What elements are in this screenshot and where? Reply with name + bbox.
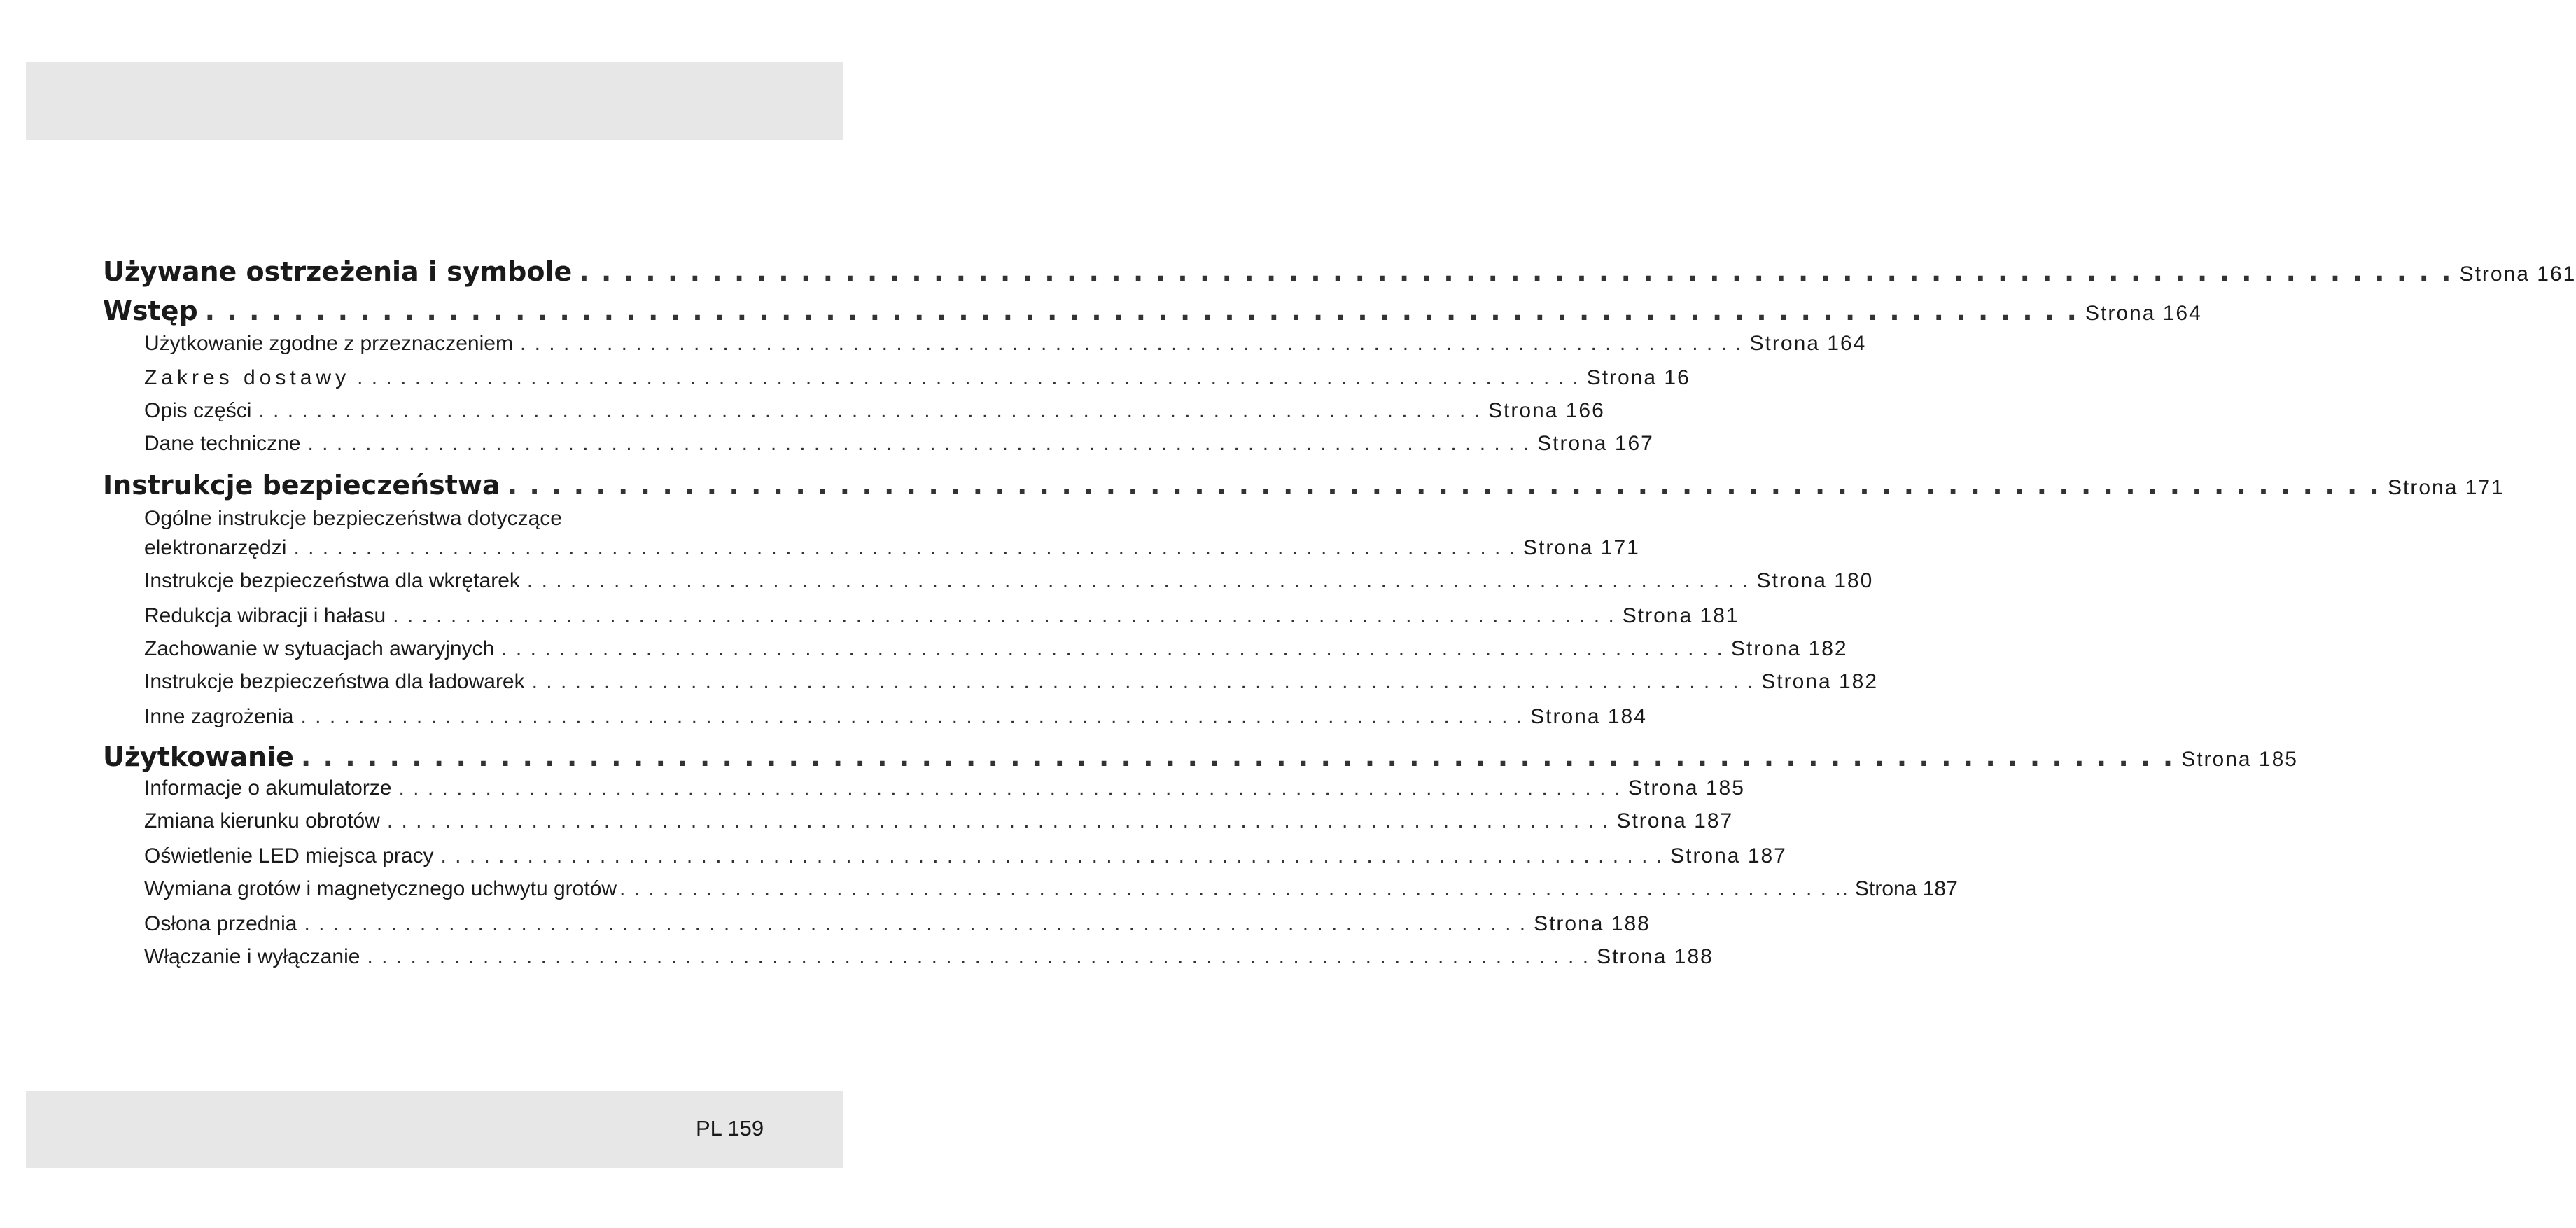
- toc-entry: [144, 604, 1740, 628]
- toc-entry: [144, 432, 1654, 456]
- toc-entry-page: Strona 166: [1488, 399, 1605, 422]
- toc-entry-title: Użytkowanie zgodne z przeznaczeniem: [144, 332, 513, 355]
- toc-entry-title: Używane ostrzeżenia i symbole: [103, 256, 573, 287]
- toc-entry: [144, 705, 1647, 729]
- leader-dots: [297, 912, 1534, 936]
- toc-entry-page: Strona 185: [2181, 748, 2298, 771]
- leader-dots: [251, 399, 1488, 423]
- toc-entry: [144, 945, 1714, 969]
- toc-entry-page: Strona 182: [1730, 637, 1848, 660]
- leader-dots: [494, 637, 1731, 661]
- toc-entry-title: Oświetlenie LED miejsca pracy: [144, 844, 434, 867]
- toc-entry-title: Instrukcje bezpieczeństwa dla ładowarek: [144, 670, 525, 693]
- toc-entry: [144, 670, 1879, 694]
- leader-dots: [572, 256, 2459, 287]
- toc-entry-page: Strona 187: [1855, 877, 1958, 900]
- toc-entry: [144, 912, 1651, 936]
- toc-entry-title: Użytkowanie: [103, 741, 294, 772]
- toc-entry-title: Instrukcje bezpieczeństwa dla wkrętarek: [144, 569, 520, 592]
- toc-entry: [144, 844, 1787, 868]
- toc-entry: [103, 295, 2202, 326]
- leader-dots: [433, 844, 1670, 868]
- toc-entry-title: Opis części: [144, 399, 252, 422]
- toc-entry-page: Strona 184: [1530, 705, 1647, 728]
- toc-entry-page: Strona 181: [1622, 604, 1740, 627]
- leader-dots: [294, 705, 1531, 729]
- toc-entry: [103, 741, 2298, 772]
- toc-entry: [103, 470, 2505, 501]
- leader-dots: [294, 741, 2181, 772]
- leader-dots: [500, 470, 2388, 501]
- leader-dots: [350, 366, 1587, 390]
- toc-entry-page: Strona 171: [2388, 476, 2505, 499]
- toc-entry-page: Strona 188: [1534, 912, 1651, 935]
- toc-entry-page: Strona 164: [1749, 332, 1867, 355]
- leader-dots: [360, 945, 1597, 969]
- toc-entry-page: Strona 180: [1756, 569, 1874, 592]
- toc-entry-title: Zmiana kierunku obrotów: [144, 809, 380, 832]
- leader-dots: . . . .: [617, 877, 1855, 901]
- toc-entry: [144, 776, 1745, 800]
- leader-dots: [525, 670, 1762, 694]
- toc-entry-page: Strona 164: [2085, 302, 2202, 325]
- toc-entry-title: Zakres dostawy: [144, 366, 351, 389]
- toc-entry: [103, 256, 2576, 287]
- toc-entry-page: Strona 171: [1523, 536, 1640, 559]
- toc-entry: [144, 569, 1874, 593]
- leader-dots: [286, 536, 1523, 560]
- toc-entry: [144, 332, 1867, 356]
- toc-entry: [144, 399, 1605, 423]
- toc-entry: [144, 809, 1734, 833]
- leader-dots: [300, 432, 1537, 456]
- toc-entry-page: Strona 187: [1616, 809, 1734, 832]
- leader-dots: [520, 569, 1757, 593]
- toc-entry-page: Strona 185: [1628, 776, 1745, 800]
- toc-entry-page: Strona 188: [1597, 945, 1714, 968]
- toc-entry-page: Strona 182: [1761, 670, 1879, 693]
- toc-entry-title: Wstęp: [103, 295, 198, 326]
- toc-entry-title: Zachowanie w sytuacjach awaryjnych: [144, 637, 495, 660]
- toc-entry-page: Strona 16: [1586, 366, 1690, 389]
- toc-entry: [144, 366, 1690, 390]
- leader-dots: [198, 295, 2085, 326]
- toc-entry-title: Wymiana grotów i magnetycznego uchwytu grotów: [144, 877, 617, 900]
- toc-entry-line1: [144, 507, 789, 531]
- toc-entry-title: Inne zagrożenia: [144, 705, 294, 728]
- leader-dots: [386, 604, 1623, 628]
- toc-entry-title: Osłona przednia: [144, 912, 298, 935]
- toc-entry-title: Redukcja wibracji i hałasu: [144, 604, 386, 627]
- toc-entry-page: Strona 187: [1670, 844, 1787, 867]
- toc-entry-page: Strona 167: [1537, 432, 1654, 455]
- leader-dots: [392, 776, 1629, 800]
- toc-entry-page: Strona 161: [2459, 263, 2576, 286]
- leader-dots: [380, 809, 1617, 833]
- toc-entry-title: elektronarzędzi: [144, 536, 287, 559]
- toc-entry-title: Dane techniczne: [144, 432, 301, 455]
- leader-dots: [513, 332, 1750, 356]
- toc-entry: [144, 877, 1958, 901]
- toc-entry: [144, 637, 1848, 661]
- toc-entry-title: Włączanie i wyłączanie: [144, 945, 360, 968]
- toc-entry: [144, 536, 1640, 560]
- page-number: PL 159: [696, 1116, 764, 1140]
- toc-entry-title: Informacje o akumulatorze: [144, 776, 392, 800]
- toc-entry-title: Instrukcje bezpieczeństwa: [103, 470, 500, 501]
- toc-entry-title: Ogólne instrukcje bezpieczeństwa dotyczące: [144, 507, 562, 530]
